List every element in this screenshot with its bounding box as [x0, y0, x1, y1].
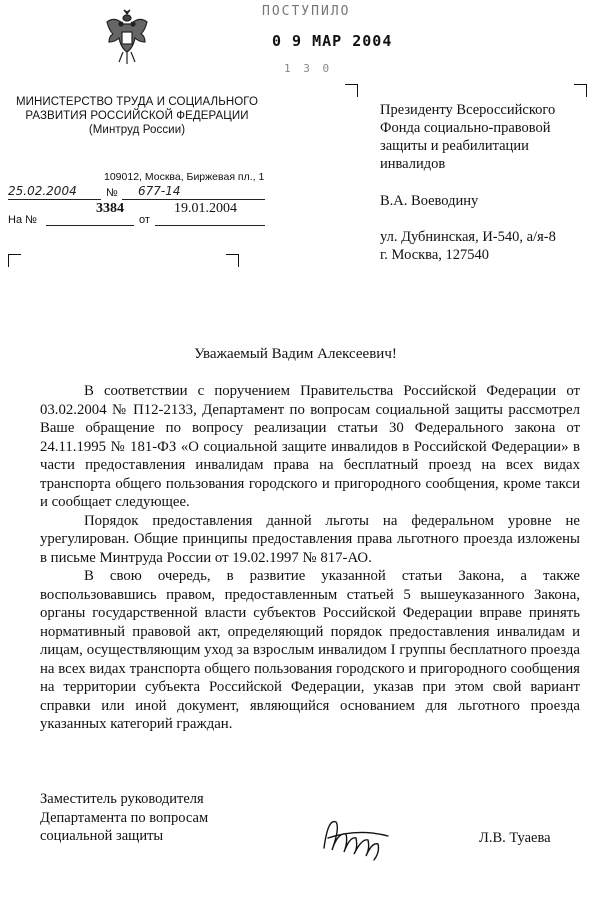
recipient-block — [380, 101, 556, 264]
signer-position-line1: Заместитель руководителя — [40, 791, 204, 807]
salutation: Уважаемый Вадим Алексеевич! — [194, 346, 397, 362]
reply-to-number: 3384 — [96, 201, 124, 216]
paragraph-1: В соответствии с поручением Правительства Российской Федерации от 03.02.2004 № П12-2133, Департамент по вопросам социальной защиты рассмотрел Ваше обращение по вопросу реализации статьи 30 Федерального закона от 24.11.1995 № 181-ФЗ «О социальной защите инвалидов в Российской Федерации» в части предоставления инвалидам права на бесплатный проезд на всех видах транспорта общего пользования городского и пригородного сообщения, кроме такси и сообщает следующее. — [40, 383, 580, 510]
corner-mark — [8, 254, 21, 267]
number-underline — [122, 199, 265, 200]
paragraph-3: В свою очередь, в развитие указанной статьи Закона, а также воспользовавшись правом, предоставленным статьей 5 вышеуказанного Закона, органы государственной власти субъектов Российской Федерации вправе принять нормативный правовой акт, определяющий порядок предоставления инвалидам и лицам, осуществляющим уход за взрослым инвалидом I группы бесплатного проезда на всех видах транспорта общего пользования городского и пригородного сообщения на территории субъекта Российской Федерации, указав при этом свой вариант справки или иной документ, являющийся основанием для льготного проезда указанных категорий граждан. — [40, 568, 580, 732]
signer-position-line2: Департамента по вопросам — [40, 809, 209, 826]
reply-to-label: На № — [8, 214, 37, 226]
recipient-line2: Фонда социально-правовой — [380, 120, 551, 136]
corner-mark — [226, 254, 239, 267]
outgoing-number: 677-14 — [138, 184, 181, 198]
corner-mark — [574, 84, 587, 97]
recipient-address2: г. Москва, 127540 — [380, 247, 490, 263]
ministry-short-name: (Минтруд России) — [88, 124, 186, 136]
ministry-block — [12, 95, 262, 137]
recipient-address1: ул. Дубнинская, И-540, а/я-8 — [380, 229, 556, 245]
received-stamp-extra: 1 3 0 — [284, 62, 333, 75]
coat-of-arms-emblem — [103, 8, 151, 68]
paragraph-2: Порядок предоставления данной льготы на федеральном уровне не урегулирован. Общие принципы предоставления права льготного проезда изложены в письме Минтруда России от 19.02.1997 № 817-АО. — [40, 512, 580, 566]
signer-name: Л.В. Туаева — [479, 830, 551, 846]
signer-position-line3: социальной защиты — [40, 828, 164, 844]
recipient-line1: Президенту Всероссийского — [380, 102, 556, 118]
received-stamp-date: 0 9 МАР 2004 — [272, 32, 393, 50]
from-label: от — [139, 214, 150, 226]
recipient-line4: инвалидов — [380, 156, 446, 172]
signer-position — [40, 790, 208, 846]
number-label: № — [106, 187, 118, 199]
date-underline — [8, 199, 101, 200]
ministry-name-line2: РАЗВИТИЯ РОССИЙСКОЙ ФЕДЕРАЦИИ — [25, 110, 249, 122]
ministry-name-line1: МИНИСТЕРСТВО ТРУДА И СОЦИАЛЬНОГО — [15, 96, 259, 108]
recipient-name: В.А. Воеводину — [380, 193, 479, 209]
corner-mark — [345, 84, 358, 97]
recipient-line3: защиты и реабилитации — [380, 138, 529, 154]
received-stamp-title: ПОСТУПИЛО — [262, 4, 351, 19]
reply-to-date: 19.01.2004 — [174, 201, 237, 216]
ministry-address: 109012, Москва, Биржевая пл., 1 — [104, 171, 265, 183]
outgoing-date: 25.02.2004 — [8, 184, 77, 198]
letter-body — [40, 382, 580, 734]
reply-number-underline — [46, 225, 134, 226]
handwritten-signature — [318, 808, 398, 868]
reply-date-underline — [155, 225, 265, 226]
